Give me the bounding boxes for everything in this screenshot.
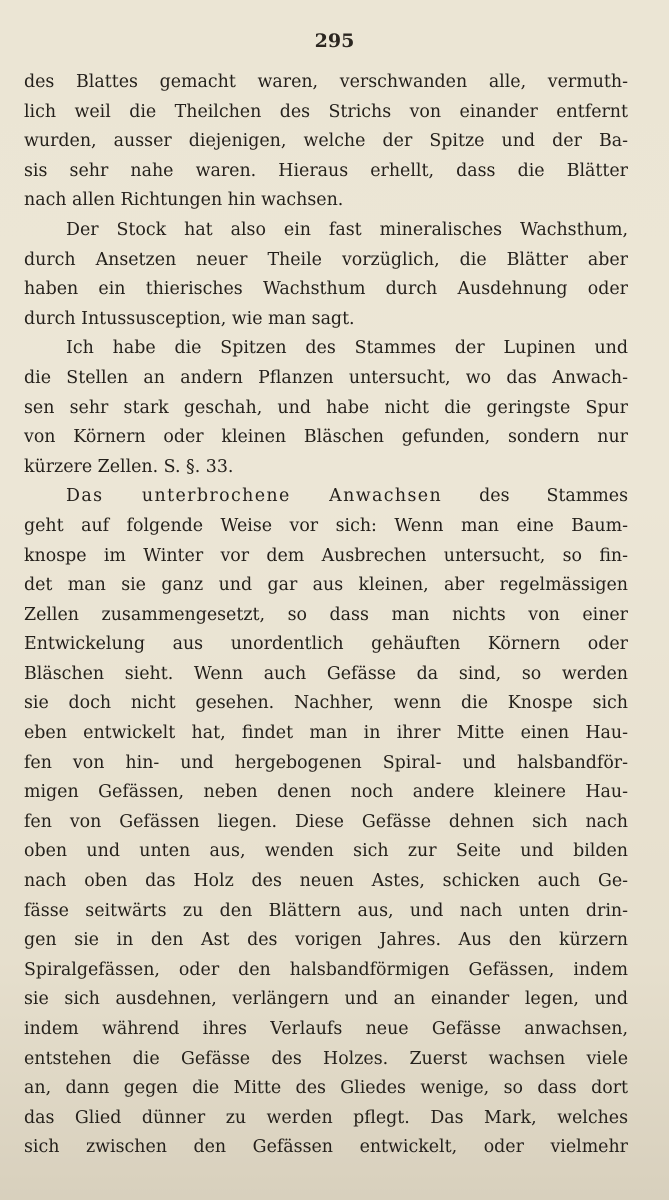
text-line: Ich habe die Spitzen des Stammes der Lupinen und xyxy=(66,338,628,359)
text-line: indem während ihres Verlaufs neue Gefässe anwachsen, xyxy=(24,1019,628,1039)
spaced-heading-text: Das unterbrochene Anwachsen xyxy=(66,486,443,507)
text-line: Bläschen sieht. Wenn auch Gefässe da sind, so werden xyxy=(24,663,628,684)
text-line: gen sie in den Ast des vorigen Jahres. Aus den kürzern xyxy=(24,930,628,951)
text-line: entstehen die Gefässe des Holzes. Zuerst wachsen viele xyxy=(24,1048,628,1069)
text-line: sie doch nicht gesehen. Nachher, wenn die Knospe sich xyxy=(24,693,628,714)
text-line: das Glied dünner zu werden pflegt. Das Mark, welches xyxy=(24,1107,628,1128)
text-line: die Stellen an andern Pflanzen untersucht, wo das Anwach- xyxy=(24,367,628,388)
text-line: Der Stock hat also ein fast mineralisches Wachsthum, xyxy=(66,219,628,240)
text-line: lich weil die Theilchen des Strichs von einander entfernt xyxy=(24,101,628,122)
text-line: des Blattes gemacht waren, verschwanden alle, vermuth- xyxy=(24,72,628,92)
text-line: von Körnern oder kleinen Bläschen gefunden, sondern nur xyxy=(24,427,628,448)
text-line: sis sehr nahe waren. Hieraus erhellt, dass die Blätter xyxy=(24,160,628,181)
text-line: durch Ansetzen neuer Theile vorzüglich, die Blätter aber xyxy=(24,249,628,270)
text-line: fen von Gefässen liegen. Diese Gefässe dehnen sich nach xyxy=(24,811,628,832)
text-line: nach allen Richtungen hin wachsen. xyxy=(24,190,344,211)
text-line: haben ein thierisches Wachsthum durch Ausdehnung oder xyxy=(24,279,628,300)
text-line: fässe seitwärts zu den Blättern aus, und nach unten drin- xyxy=(24,900,628,921)
text-line: kürzere Zellen. S. §. 33. xyxy=(24,456,234,477)
text-line: sen sehr stark geschah, und habe nicht die geringste Spur xyxy=(24,397,628,418)
text-line: Zellen zusammengesetzt, so dass man nichts von einer xyxy=(24,604,628,625)
text-line: eben entwickelt hat, findet man in ihrer Mitte einen Hau- xyxy=(24,723,628,744)
text-line: sie sich ausdehnen, verlängern und an einander legen, und xyxy=(24,989,628,1010)
text-line: Entwickelung aus unordentlich gehäuften Körnern oder xyxy=(24,634,628,655)
text-line: sich zwischen den Gefässen entwickelt, oder vielmehr xyxy=(24,1137,628,1158)
body-text xyxy=(24,68,628,1163)
text-line: knospe im Winter vor dem Ausbrechen untersucht, so fin- xyxy=(24,545,628,566)
text-line: oben und unten aus, wenden sich zur Seite und bilden xyxy=(24,841,628,862)
text-line: durch Intussusception, wie man sagt. xyxy=(24,308,355,329)
text-line: an, dann gegen die Mitte des Gliedes wenige, so dass dort xyxy=(24,1078,628,1099)
text-line: fen von hin- und hergebogenen Spiral- und halsbandför- xyxy=(24,752,628,773)
text-line: wurden, ausser diejenigen, welche der Spitze und der Ba- xyxy=(24,131,628,152)
text-line: Spiralgefässen, oder den halsbandförmigen Gefässen, indem xyxy=(24,959,628,980)
page-number: 295 xyxy=(314,30,355,52)
text-line-rest: des Stammes xyxy=(442,486,628,507)
text-line: det man sie ganz und gar aus kleinen, aber regelmässigen xyxy=(24,575,628,596)
text-line: migen Gefässen, neben denen noch andere kleinere Hau- xyxy=(24,782,628,803)
text-line: geht auf folgende Weise vor sich: Wenn man eine Baum- xyxy=(24,515,628,536)
text-line: nach oben das Holz des neuen Astes, schicken auch Ge- xyxy=(24,871,628,892)
text-line xyxy=(24,482,628,512)
